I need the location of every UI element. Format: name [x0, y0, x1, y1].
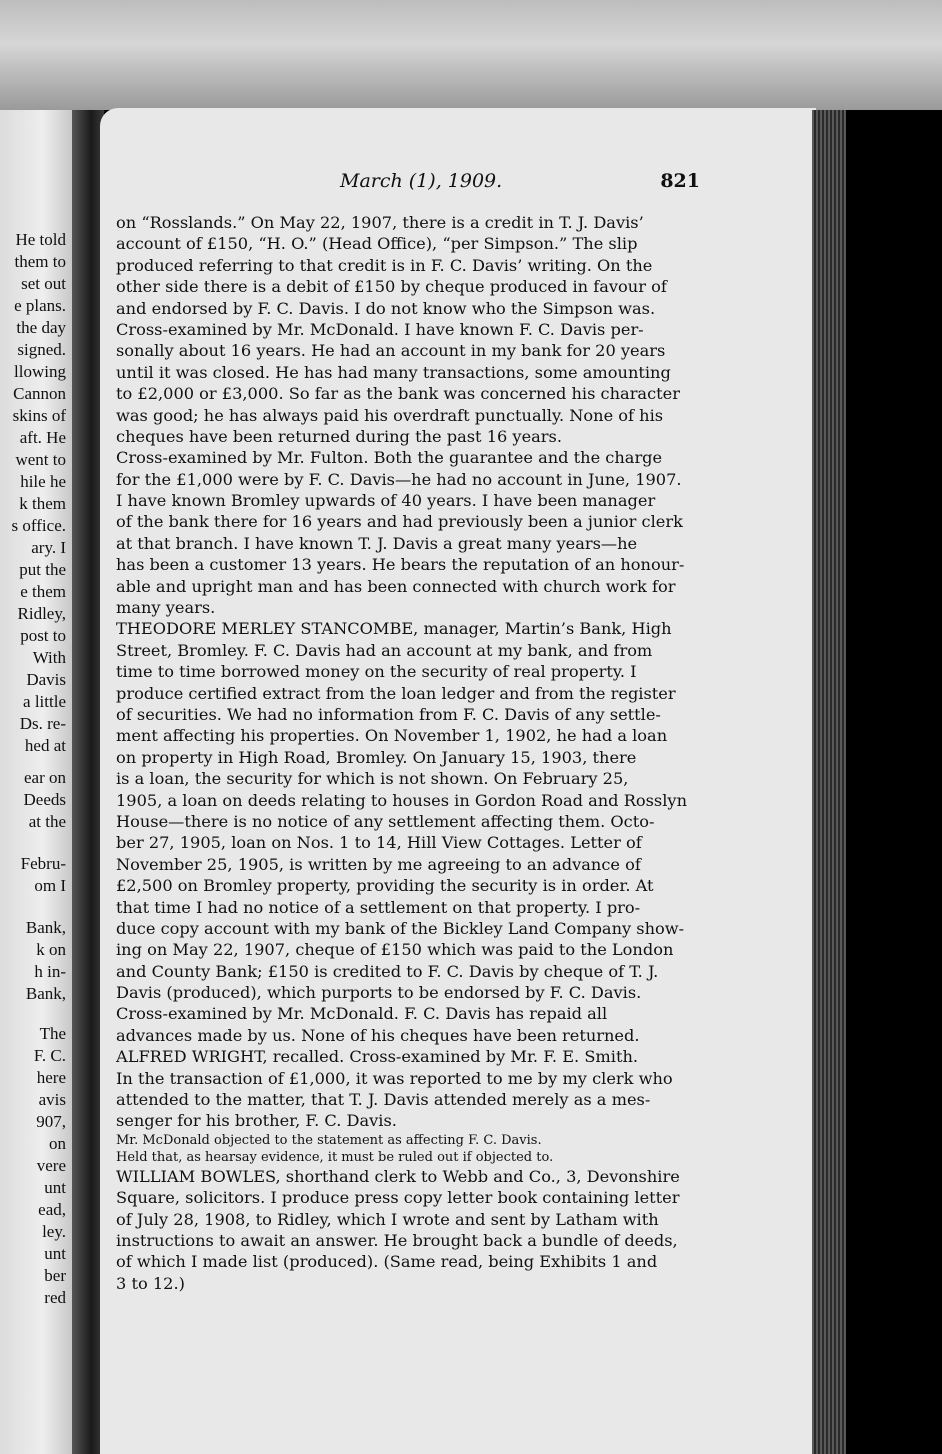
margin-fragment: Ridley, — [17, 604, 66, 623]
body-text — [116, 212, 716, 1294]
text-line: Street, Bromley. F. C. Davis had an account at my bank, and from — [116, 640, 653, 660]
text-line: attended to the matter, that T. J. Davis attended merely as a mes- — [116, 1090, 651, 1110]
margin-fragment: skins of — [12, 406, 66, 425]
text-line: has been a customer 13 years. He bears the reputation of an honour- — [116, 555, 685, 575]
margin-fragment: Deeds — [23, 790, 66, 809]
margin-fragment: ear on — [23, 768, 66, 787]
margin-fragment: vere — [36, 1156, 66, 1175]
margin-fragment: Febru- — [20, 854, 66, 873]
margin-fragment: at the — [28, 812, 66, 831]
margin-fragment: k them — [19, 494, 66, 513]
page-number: 821 — [660, 170, 700, 192]
margin-fragment: Bank, — [25, 984, 66, 1003]
margin-fragment: unt — [44, 1178, 66, 1197]
margin-fragment: avis — [38, 1090, 66, 1109]
margin-fragment: went to — [15, 450, 66, 469]
margin-fragment: the day — [16, 318, 66, 337]
text-line: ber 27, 1905, loan on Nos. 1 to 14, Hill View Cottages. Letter of — [116, 833, 642, 853]
text-line: to £2,000 or £3,000. So far as the bank was concerned his character — [116, 384, 680, 404]
text-line: In the transaction of £1,000, it was reported to me by my clerk who — [116, 1068, 673, 1088]
text-line: Davis (produced), which purports to be endorsed by F. C. Davis. — [116, 983, 642, 1003]
margin-fragment: e them — [20, 582, 66, 601]
text-line: sonally about 16 years. He had an account in my bank for 20 years — [116, 341, 666, 361]
margin-fragment: aft. He — [19, 428, 66, 447]
text-line: 1905, a loan on deeds relating to houses in Gordon Road and Rosslyn — [116, 790, 687, 810]
margin-fragment: llowing — [14, 362, 66, 381]
text-line: advances made by us. None of his cheques have been returned. — [116, 1025, 640, 1045]
text-line: instructions to await an answer. He brought back a bundle of deeds, — [116, 1230, 678, 1250]
text-line: produce certified extract from the loan ledger and from the register — [116, 683, 676, 703]
text-line: and County Bank; £150 is credited to F. C. Davis by cheque of T. J. — [116, 961, 659, 981]
text-line: on “Rosslands.” On May 22, 1907, there is a credit in T. J. Davis’ — [116, 213, 644, 232]
margin-fragment: k on — [36, 940, 66, 959]
text-line: of the bank there for 16 years and had previously been a junior clerk — [116, 512, 683, 532]
margin-fragment: ber — [44, 1266, 66, 1285]
running-head — [330, 170, 700, 194]
margin-fragment: Bank, — [25, 918, 66, 937]
margin-fragment: set out — [21, 274, 66, 293]
margin-fragment: om I — [34, 876, 66, 895]
page-edges — [812, 110, 846, 1454]
text-line: £2,500 on Bromley property, providing the security is in order. At — [116, 876, 654, 896]
text-line: other side there is a debit of £150 by cheque produced in favour of — [116, 277, 667, 297]
text-line: Cross-examined by Mr. McDonald. F. C. Davis has repaid all — [116, 1004, 608, 1024]
text-line: of which I made list (produced). (Same read, being Exhibits 1 and — [116, 1252, 658, 1272]
ruling-note: Mr. McDonald objected to the statement as affecting F. C. Davis. — [116, 1132, 542, 1148]
text-line: account of £150, “H. O.” (Head Office), “per Simpson.” The slip — [116, 234, 638, 254]
text-line: THEODORE MERLEY STANCOMBE, manager, Martin’s Bank, High — [116, 619, 672, 639]
margin-fragment: He told — [15, 230, 66, 249]
text-line: cheques have been returned during the past 16 years. — [116, 426, 563, 446]
text-line: House—there is no notice of any settlement affecting them. Octo- — [116, 811, 655, 831]
text-line: senger for his brother, F. C. Davis. — [116, 1111, 397, 1131]
text-line: until it was closed. He has had many transactions, some amounting — [116, 362, 671, 382]
margin-fragment: ary. I — [31, 538, 66, 557]
text-line: Cross-examined by Mr. McDonald. I have known F. C. Davis per- — [116, 319, 644, 339]
margin-fragment: Cannon — [13, 384, 66, 403]
text-line: that time I had no notice of a settlement on that property. I pro- — [116, 897, 641, 917]
text-line: Cross-examined by Mr. Fulton. Both the guarantee and the charge — [116, 448, 663, 468]
facing-page-margin — [0, 110, 72, 1454]
text-line: on property in High Road, Bromley. On January 15, 1903, there — [116, 747, 637, 767]
margin-fragment: a little — [23, 692, 66, 711]
text-line: time to time borrowed money on the security of real property. I — [116, 662, 637, 682]
margin-fragment: unt — [44, 1244, 66, 1263]
running-head-title: March (1), 1909. — [340, 170, 503, 192]
margin-fragment: on — [49, 1134, 66, 1153]
ruling-note: Held that, as hearsay evidence, it must be ruled out if objected to. — [116, 1149, 554, 1165]
text-line: is a loan, the security for which is not shown. On February 25, — [116, 769, 629, 789]
text-line: able and upright man and has been connected with church work for — [116, 576, 676, 596]
text-line: WILLIAM BOWLES, shorthand clerk to Webb and Co., 3, Devonshire — [116, 1166, 680, 1186]
margin-fragment: hile he — [20, 472, 66, 491]
text-line: duce copy account with my bank of the Bickley Land Company show- — [116, 918, 685, 938]
text-line: was good; he has always paid his overdraft punctually. None of his — [116, 405, 664, 425]
text-line: November 25, 1905, is written by me agreeing to an advance of — [116, 854, 641, 874]
margin-fragment: them to — [14, 252, 66, 271]
margin-fragment: h in- — [34, 962, 66, 981]
margin-fragment: signed. — [17, 340, 66, 359]
text-line: of securities. We had no information from F. C. Davis of any settle- — [116, 704, 661, 724]
margin-fragment: The — [39, 1024, 66, 1043]
margin-fragment: here — [36, 1068, 66, 1087]
text-line: and endorsed by F. C. Davis. I do not know who the Simpson was. — [116, 298, 656, 318]
text-line: ALFRED WRIGHT, recalled. Cross-examined by Mr. F. E. Smith. — [116, 1047, 639, 1067]
margin-fragment: 907, — [36, 1112, 66, 1131]
margin-fragment: Davis — [26, 670, 66, 689]
margin-fragment: e plans. — [14, 296, 66, 315]
text-line: produced referring to that credit is in F. C. Davis’ writing. On the — [116, 255, 653, 275]
text-line: at that branch. I have known T. J. Davis a great many years—he — [116, 533, 638, 553]
margin-fragment: red — [44, 1288, 66, 1307]
text-line: of July 28, 1908, to Ridley, which I wrote and sent by Latham with — [116, 1209, 659, 1229]
margin-fragment: ead, — [38, 1200, 66, 1219]
text-line: 3 to 12.) — [116, 1273, 185, 1293]
margin-fragment: ley. — [42, 1222, 66, 1241]
margin-fragment: Ds. re- — [19, 714, 66, 733]
scan-background-top — [0, 0, 942, 110]
text-line: I have known Bromley upwards of 40 years. I have been manager — [116, 491, 656, 511]
margin-fragment: hed at — [24, 736, 66, 755]
text-line: many years. — [116, 598, 216, 618]
margin-fragment: post to — [20, 626, 66, 645]
margin-fragment: With — [32, 648, 66, 667]
text-line: Square, solicitors. I produce press copy letter book containing letter — [116, 1188, 680, 1208]
text-line: ment affecting his properties. On November 1, 1902, he had a loan — [116, 726, 668, 746]
margin-fragment: F. C. — [33, 1046, 66, 1065]
text-line: ing on May 22, 1907, cheque of £150 which was paid to the London — [116, 940, 674, 960]
text-line: for the £1,000 were by F. C. Davis—he had no account in June, 1907. — [116, 469, 682, 489]
margin-fragment: put the — [19, 560, 66, 579]
margin-fragment: s office. — [11, 516, 66, 535]
